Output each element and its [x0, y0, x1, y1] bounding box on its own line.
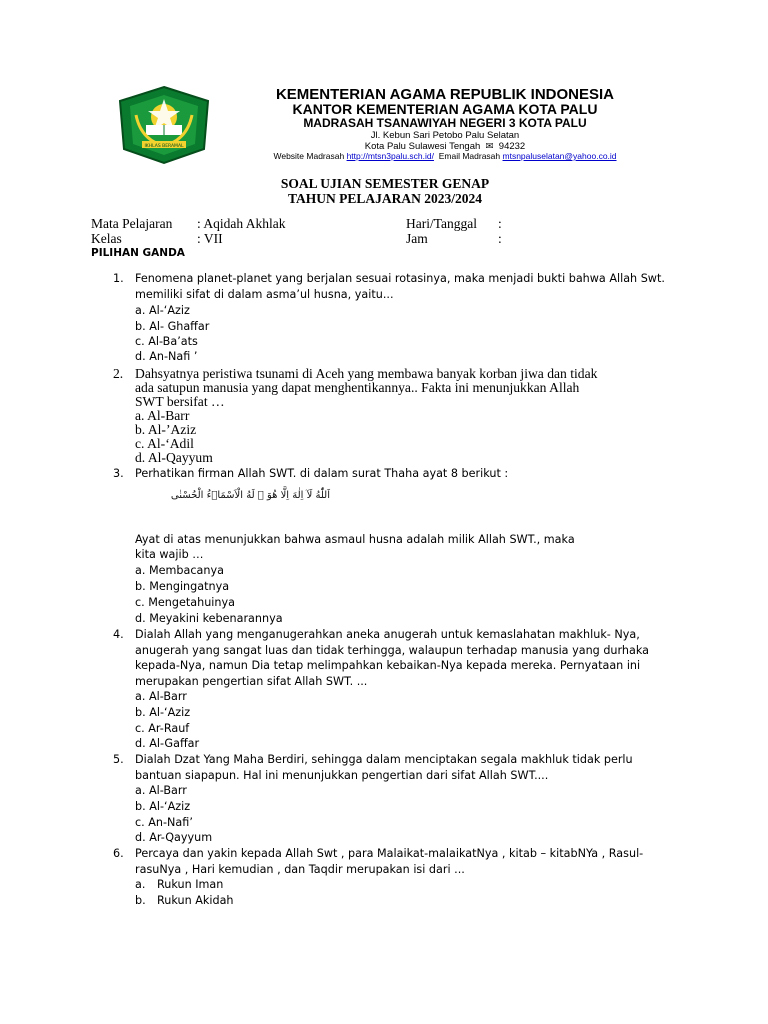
question-text: kepada-Nya, namun Dia tetap melimpahkan kebaikan-Nya kepada mereka. Pernyataan ini — [135, 659, 641, 672]
answer-option: b. Al- Ghaffar — [135, 320, 210, 333]
class-label: Kelas — [91, 231, 122, 246]
question-text: merupakan pengertian sifat Allah SWT. ... — [135, 675, 368, 688]
question-text: Percaya dan yakin kepada Allah Swt , para Malaikat-malaikatNya , kitab – kitabNYa , Rasul- — [135, 847, 644, 860]
question-text: bantuan siapapun. Hal ini menunjukkan pengertian dari sifat Allah SWT.... — [135, 769, 549, 782]
answer-letter: b. — [135, 894, 146, 907]
exam-title: SOAL UJIAN SEMESTER GENAP — [280, 176, 490, 191]
header-ministry: KEMENTERIAN AGAMA REPUBLIK INDONESIA — [275, 86, 615, 103]
answer-option: Rukun Iman — [157, 878, 224, 891]
answer-letter: a. — [135, 878, 146, 891]
answer-option: b. Al-‘Aziz — [135, 800, 191, 813]
website-link[interactable]: http://mtsn3palu.sch.id/ — [346, 151, 434, 161]
section-title: PILIHAN GANDA — [91, 247, 185, 259]
question-text: rasuNya , Hari kemudian , dan Taqdir merupakan isi dari ... — [135, 863, 465, 876]
answer-option: c. An-Nafi’ — [135, 816, 193, 829]
question-text: Dialah Allah yang menganugerahkan aneka anugerah untuk kemaslahatan makhluk- Nya, — [135, 628, 640, 641]
time-value: : — [498, 231, 502, 246]
answer-option: b. Mengingatnya — [135, 580, 230, 593]
date-value: : — [498, 216, 502, 231]
subject-label: Mata Pelajaran — [91, 216, 173, 231]
answer-option: d. Al-Qayyum — [135, 450, 213, 465]
answer-option: a. Al-‘Aziz — [135, 304, 190, 317]
answer-option: c. Ar-Rauf — [135, 722, 190, 735]
date-label: Hari/Tanggal — [406, 216, 478, 231]
question-number: 2. — [113, 366, 124, 381]
answer-option: b. Al-‘Aziz — [135, 706, 191, 719]
answer-option: b. Al-’Aziz — [135, 422, 197, 437]
time-label: Jam — [406, 231, 428, 246]
exam-year: TAHUN PELAJARAN 2023/2024 — [287, 191, 482, 206]
answer-option: c. Al-Ba’ats — [135, 335, 198, 348]
header-address: Jl. Kebun Sari Petobo Palu Selatan — [370, 130, 520, 141]
class-value: : VII — [197, 231, 223, 246]
question-text: kita wajib … — [135, 548, 204, 561]
question-number: 3. — [113, 467, 124, 480]
question-text: ada satupun manusia yang dapat menghentikannya.. Fakta ini menunjukkan Allah — [135, 380, 580, 395]
question-text: Perhatikan firman Allah SWT. di dalam surat Thaha ayat 8 berikut : — [135, 467, 509, 480]
question-text: Ayat di atas menunjukkan bahwa asmaul husna adalah milik Allah SWT., maka — [135, 533, 575, 546]
question-text: SWT bersifat … — [135, 394, 225, 409]
header-contact: Website Madrasah http://mtsn3palu.sch.id/ Email Madrasah mtsnpaluselatan@yahoo.co.id — [273, 151, 617, 161]
header-school: MADRASAH TSANAWIYAH NEGERI 3 KOTA PALU — [303, 116, 587, 130]
answer-option: d. Ar-Qayyum — [135, 831, 213, 844]
answer-option: d. Al-Gaffar — [135, 737, 200, 750]
subject-value: : Aqidah Akhlak — [197, 216, 286, 231]
question-text: Dahsyatnya peristiwa tsunami di Aceh yang membawa banyak korban jiwa dan tidak — [135, 366, 598, 381]
header-city: Kota Palu Sulawesi Tengah ✉ 94232 — [364, 141, 526, 152]
answer-option: d. An-Nafi ’ — [135, 350, 198, 363]
answer-option: Rukun Akidah — [157, 894, 234, 907]
question-number: 1. — [113, 272, 124, 285]
mail-icon: ✉ — [482, 141, 497, 152]
question-number: 4. — [113, 628, 124, 641]
question-text: memiliki sifat di dalam asma’ul husna, yaitu... — [135, 288, 394, 301]
answer-option: a. Al-Barr — [135, 408, 190, 423]
question-text: Fenomena planet-planet yang berjalan sesuai rotasinya, maka menjadi bukti bahwa Allah Swt. — [135, 272, 665, 285]
question-number: 5. — [113, 753, 124, 766]
answer-option: a. Al-Barr — [135, 690, 187, 703]
answer-option: c. Mengetahuinya — [135, 596, 235, 609]
email-link[interactable]: mtsnpaluselatan@yahoo.co.id — [502, 151, 617, 161]
question-text: anugerah yang sangat luas dan tidak terhingga, walaupun terhadap manusia yang durhaka — [135, 644, 650, 657]
question-text: Dialah Dzat Yang Maha Berdiri, sehingga dalam menciptakan segala makhluk tidak perlu — [135, 753, 633, 766]
question-number: 6. — [113, 847, 124, 860]
svg-text:IKHLAS BERAMAL: IKHLAS BERAMAL — [144, 144, 184, 149]
ministry-logo-icon — [116, 85, 212, 165]
answer-option: a. Membacanya — [135, 564, 224, 577]
header-office: KANTOR KEMENTERIAN AGAMA KOTA PALU — [292, 101, 598, 117]
answer-option: a. Al-Barr — [135, 784, 187, 797]
arabic-verse: اَللّٰهُ لَآ اِلٰهَ اِلَّا هُوَ ۗ لَهُ الْاَسْمَاۤءُ الْحُسْنٰى — [170, 490, 330, 501]
answer-option: d. Meyakini kebenarannya — [135, 612, 283, 625]
answer-option: c. Al-‘Adil — [135, 436, 194, 451]
